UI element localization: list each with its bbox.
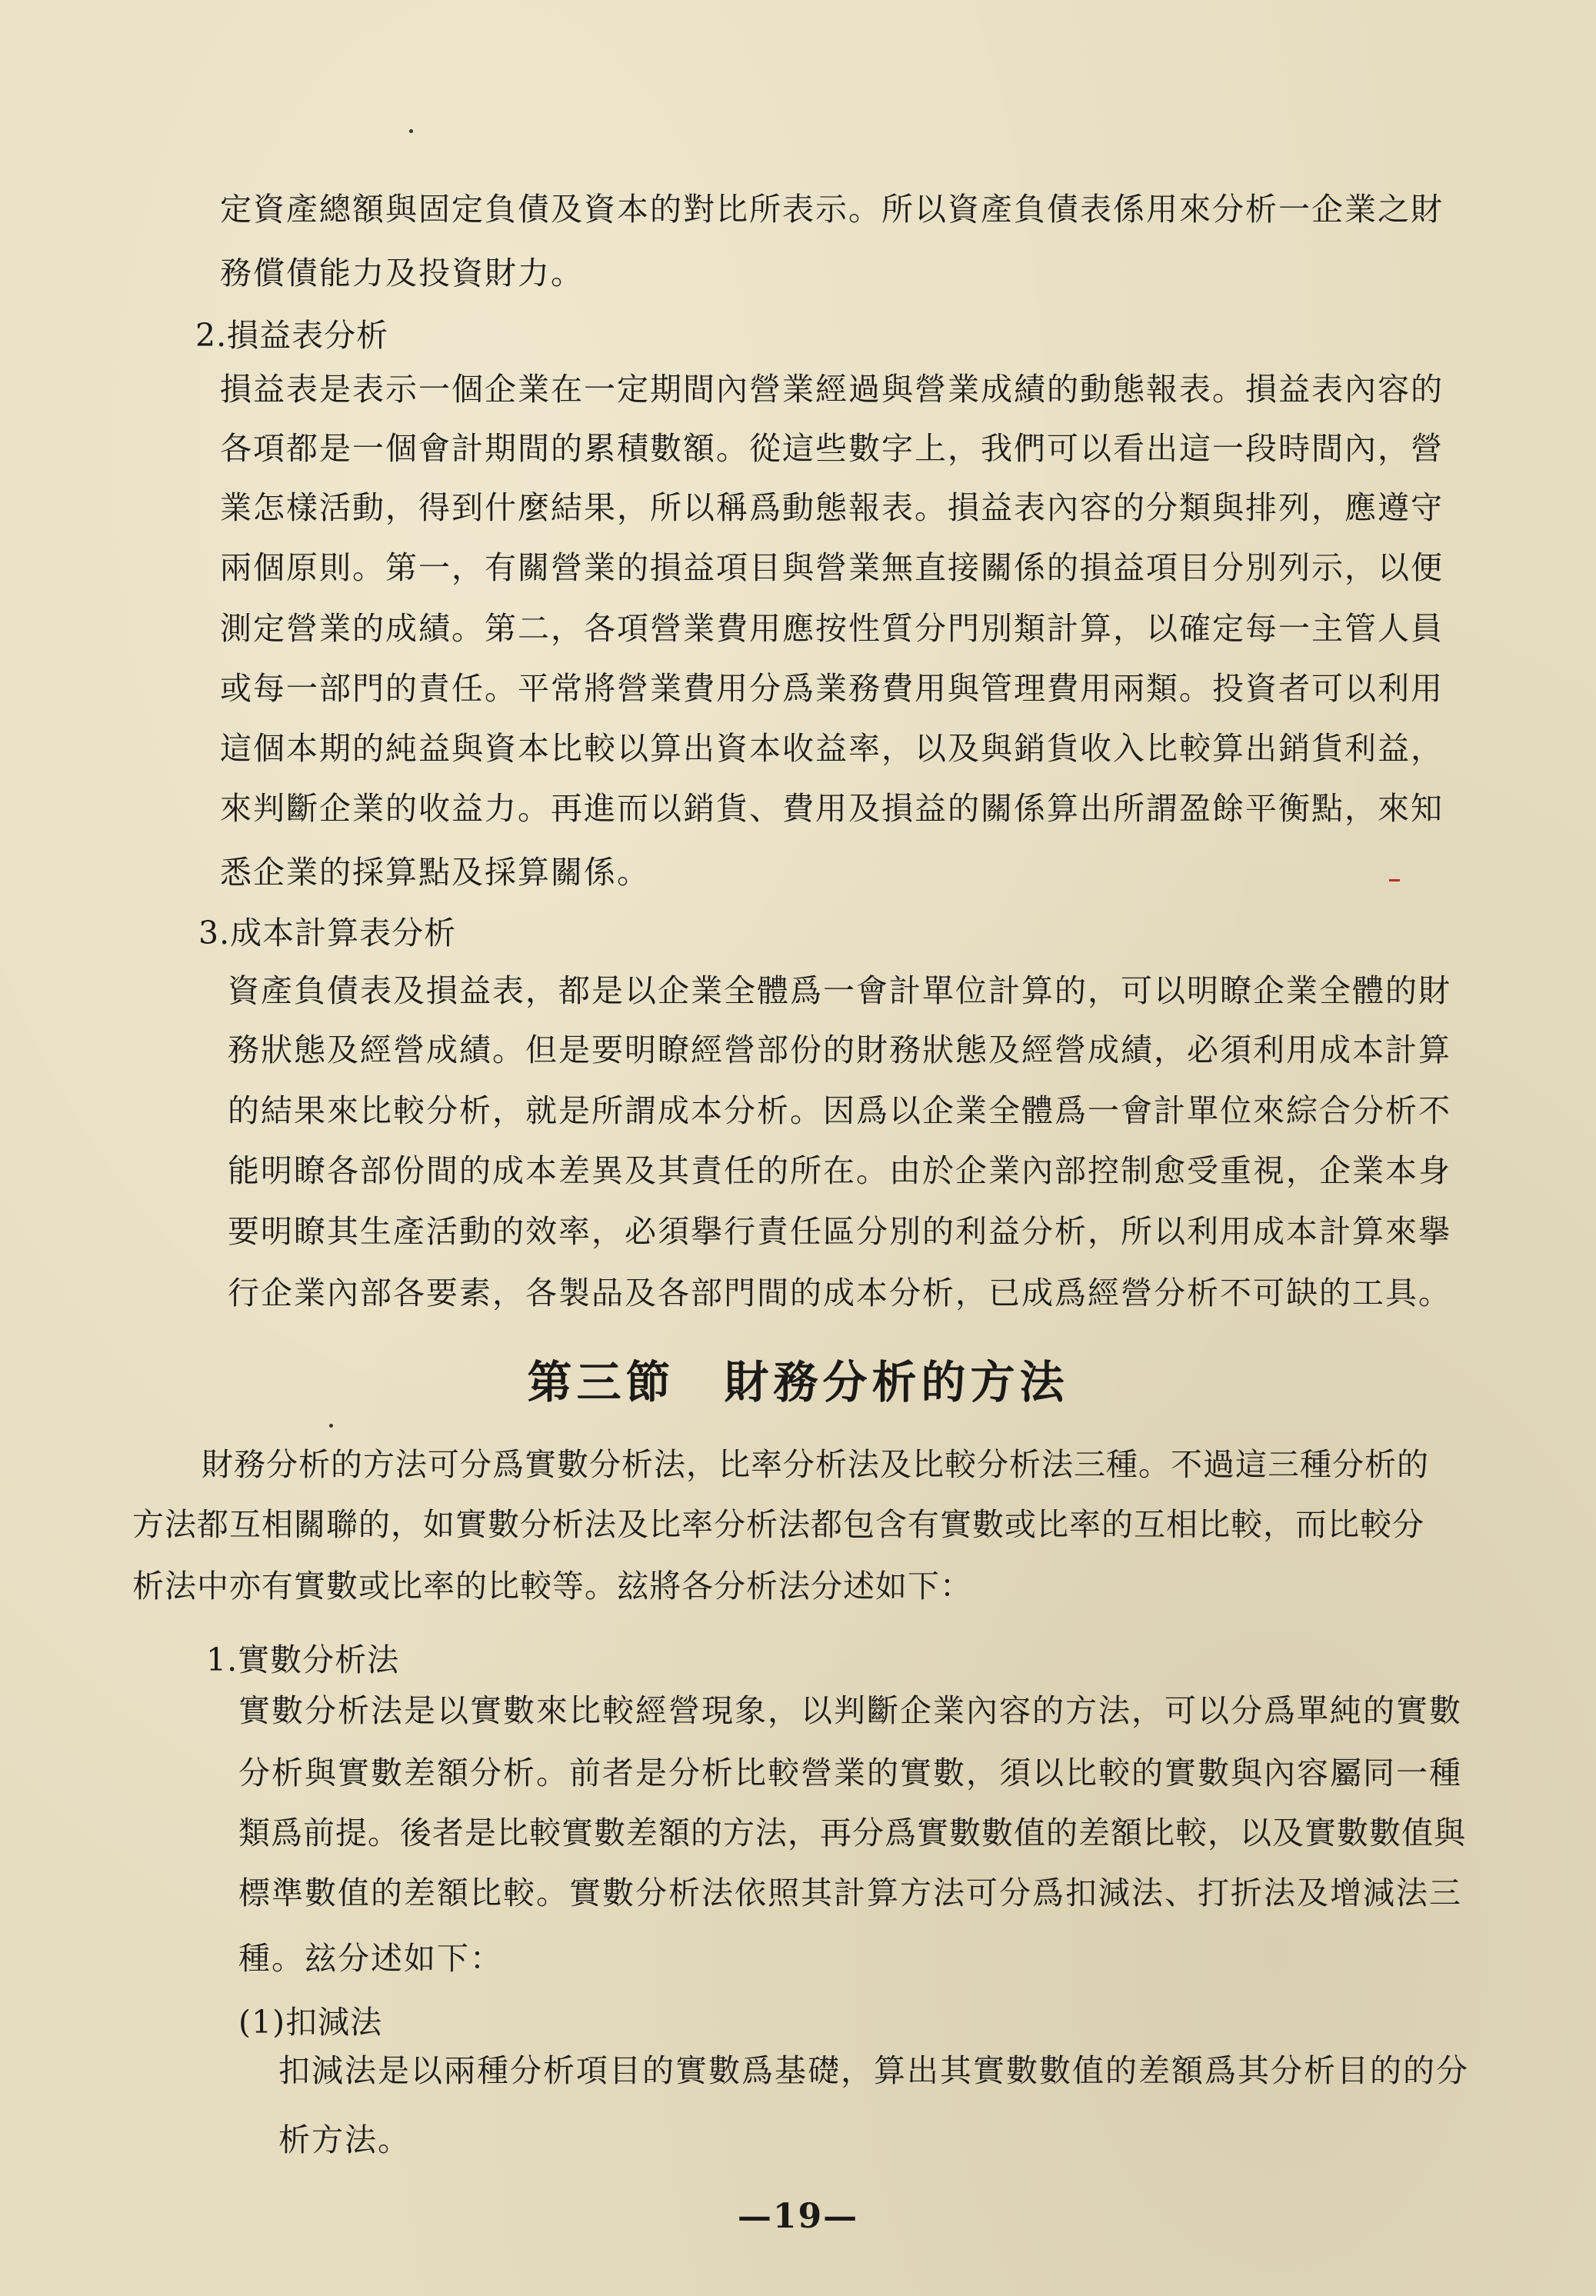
paragraph-line: 測定營業的成績。第二，各項營業費用應按性質分門別類計算，以確定每一主管人員 — [220, 610, 1444, 647]
subsection-heading: 2.損益表分析 — [195, 317, 389, 354]
section-title: 第三節 財務分析的方法 — [527, 1356, 1069, 1408]
paragraph-line: 方法都互相關聯的，如實數分析法及比率分析法都包含有實數或比率的互相比較，而比較分 — [132, 1506, 1424, 1543]
paragraph-line: 各項都是一個會計期間的累積數額。從這些數字上，我們可以看出這一段時間內，營 — [220, 430, 1444, 467]
paragraph-line: 能明瞭各部份間的成本差異及其責任的所在。由於企業內部控制愈受重視，企業本身 — [228, 1152, 1451, 1189]
paragraph-line: 務狀態及經營成績。但是要明瞭經營部份的財務狀態及經營成績，必須利用成本計算 — [228, 1031, 1451, 1068]
paragraph-line: 務償債能力及投資財力。 — [220, 255, 584, 292]
paragraph-line: 來判斷企業的收益力。再進而以銷貨、費用及損益的關係算出所謂盈餘平衡點，來知 — [220, 790, 1444, 827]
ink-speck — [329, 1424, 333, 1428]
paragraph-line: 類爲前提。後者是比較實數差額的方法，再分爲實數數值的差額比較，以及實數數值與 — [238, 1814, 1466, 1851]
paragraph-line: 實數分析法是以實數來比較經營現象，以判斷企業內容的方法，可以分爲單純的實數 — [238, 1692, 1462, 1729]
subsection-heading: 3.成本計算表分析 — [198, 915, 457, 951]
paragraph-line: 定資產總額與固定負債及資本的對比所表示。所以資產負債表係用來分析一企業之財 — [220, 191, 1444, 228]
paragraph-line: 標準數值的差額比較。實數分析法依照其計算方法可分爲扣減法、打折法及增減法三 — [238, 1874, 1462, 1911]
paragraph-line: 兩個原則。第一，有關營業的損益項目與營業無直接關係的損益項目分別列示，以便 — [220, 549, 1444, 586]
paragraph-line: 損益表是表示一個企業在一定期間內營業經過與營業成績的動態報表。損益表內容的 — [220, 371, 1444, 408]
page-number: —19— — [737, 2197, 859, 2236]
paragraph-line: 悉企業的採算點及採算關係。 — [220, 854, 650, 891]
paragraph-line: 資產負債表及損益表，都是以企業全體爲一會計單位計算的，可以明瞭企業全體的財 — [228, 972, 1451, 1009]
bleed-through-decoration — [800, 254, 828, 293]
ink-speck — [409, 129, 413, 133]
paragraph-line: 析法中亦有實數或比率的比較等。玆將各分析法分述如下： — [132, 1568, 972, 1605]
subsection-heading: 1.實數分析法 — [206, 1641, 400, 1678]
paragraph-line: 財務分析的方法可分爲實數分析法，比率分析法及比較分析法三種。不過這三種分析的 — [202, 1446, 1429, 1483]
subsection-heading: (1)扣減法 — [238, 2004, 383, 2041]
paragraph-line: 種。玆分述如下： — [238, 1940, 503, 1977]
paragraph-line: 行企業內部各要素，各製品及各部門間的成本分析，已成爲經營分析不可缺的工具。 — [228, 1275, 1451, 1311]
paragraph-line: 分析與實數差額分析。前者是分析比較營業的實數，須以比較的實數與內容屬同一種 — [238, 1754, 1462, 1791]
paragraph-line: 或每一部門的責任。平常將營業費用分爲業務費用與管理費用兩類。投資者可以利用 — [220, 670, 1444, 707]
paragraph-line: 要明瞭其生產活動的效率，必須擧行責任區分別的利益分析，所以利用成本計算來擧 — [228, 1213, 1451, 1250]
red-ink-mark — [1389, 879, 1400, 881]
paragraph-line: 扣減法是以兩種分析項目的實數爲基礎，算出其實數數值的差額爲其分析目的的分 — [278, 2052, 1469, 2089]
paragraph-line: 業怎樣活動，得到什麼結果，所以稱爲動態報表。損益表內容的分類與排列，應遵守 — [220, 489, 1444, 526]
paragraph-line: 這個本期的純益與資本比較以算出資本收益率，以及與銷貨收入比較算出銷貨利益， — [220, 730, 1444, 767]
paragraph-line: 的結果來比較分析，就是所謂成本分析。因爲以企業全體爲一會計單位來綜合分析不 — [228, 1092, 1451, 1129]
paragraph-line: 析方法。 — [278, 2121, 411, 2158]
